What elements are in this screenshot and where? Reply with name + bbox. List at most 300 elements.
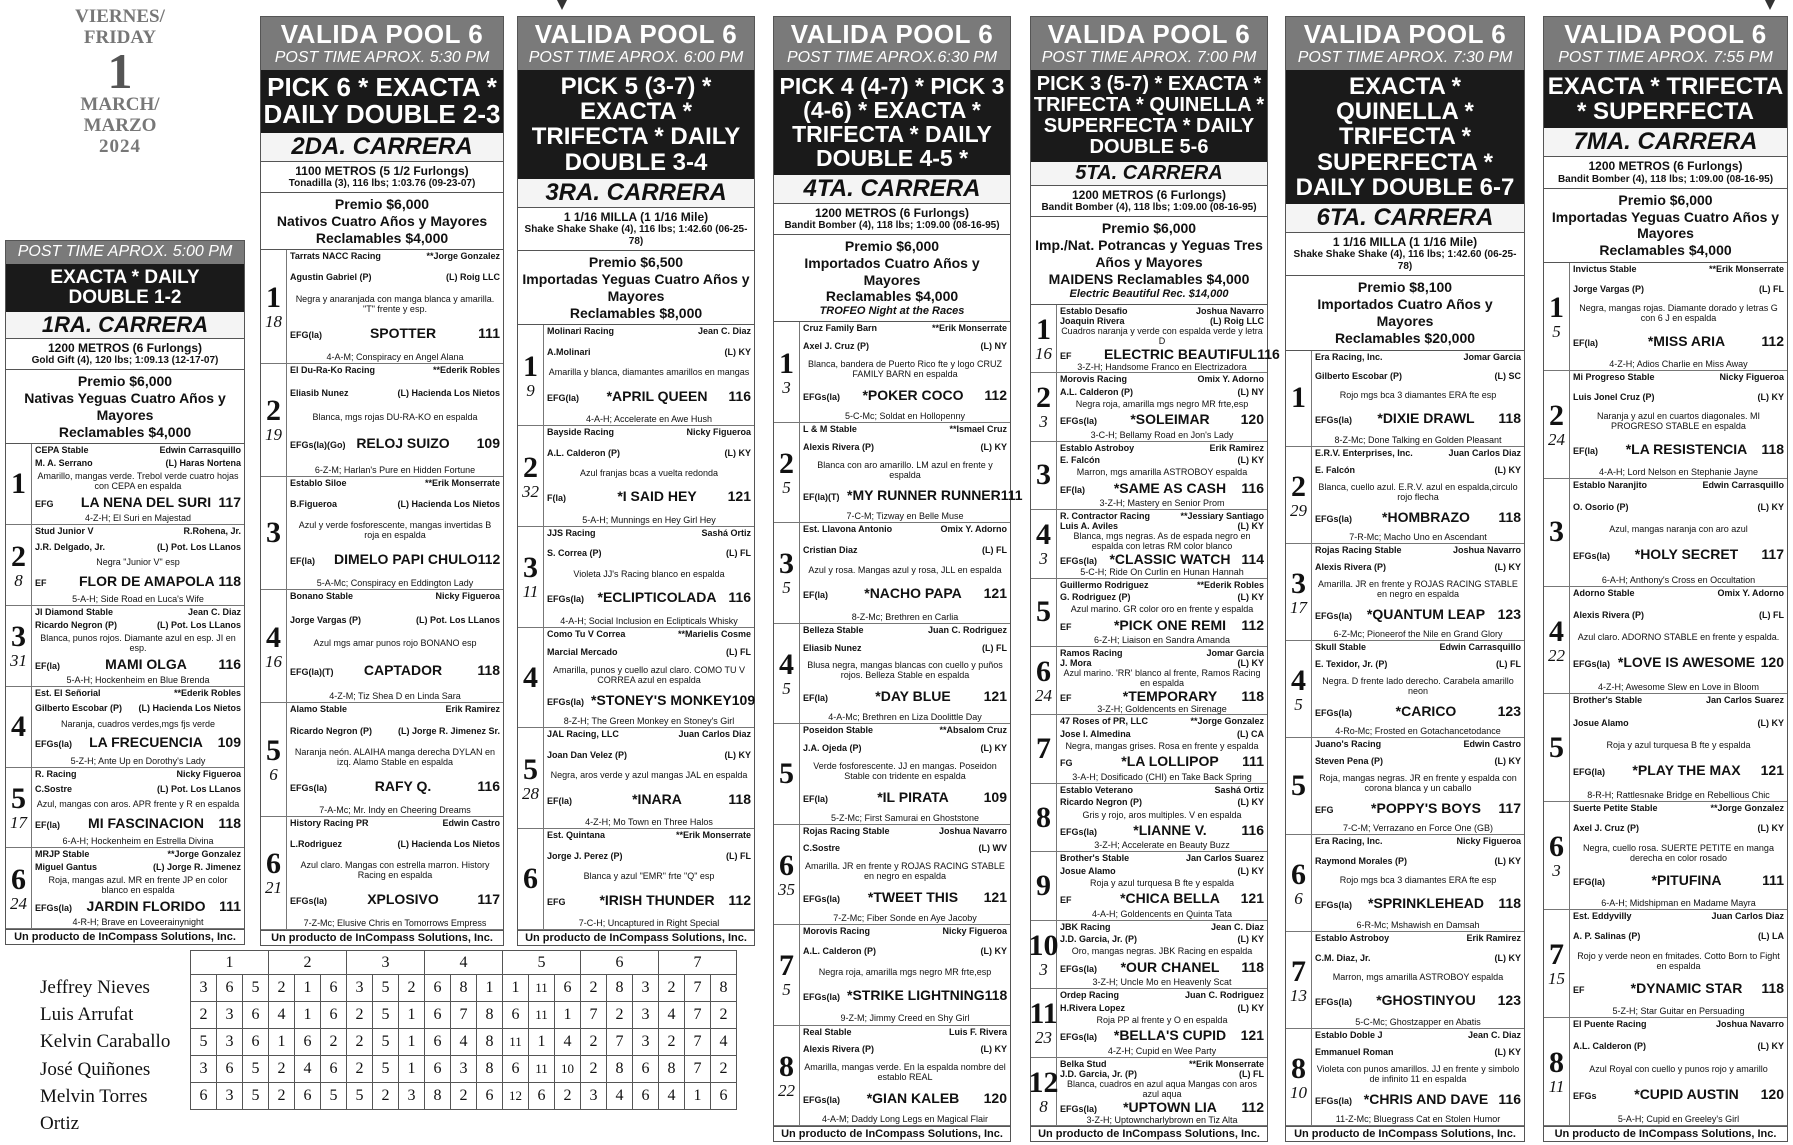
consensus-pick: 6 (425, 1002, 451, 1029)
entry-body (544, 829, 754, 929)
owner-row (290, 251, 500, 261)
breeder: (L) KY (1237, 455, 1264, 465)
consensus-pick: 5 (243, 1083, 269, 1110)
weight: 117 (1761, 546, 1784, 563)
entry-row[interactable] (6, 606, 244, 687)
program-number-box (261, 590, 287, 702)
entry-body (32, 848, 244, 928)
program-number: 8 (779, 1049, 794, 1083)
entry-body (1312, 447, 1524, 543)
horse-row (1315, 1091, 1521, 1107)
consensus-pick: 5 (373, 1056, 399, 1083)
morning-line: 16 (265, 651, 282, 671)
claiming: Reclamables $20,000 (1334, 329, 1476, 346)
breeder: (L) KY (980, 1044, 1007, 1055)
breeder: (L) Roig LLC (446, 272, 500, 283)
breeder: (L) KY (1757, 823, 1784, 834)
horse-name: XPLOSIVO (367, 890, 439, 907)
consensus-pick: 2 (581, 1029, 607, 1056)
equipment: EFGs(la) (35, 739, 73, 750)
race-card-2 (260, 16, 504, 946)
pool-title: VALIDA POOL 6 (790, 19, 994, 49)
equipment: EF(la) (35, 819, 61, 830)
consensus-pick: 6 (477, 1083, 503, 1110)
trainer: **Ederik Robles (173, 687, 241, 698)
entry-body (544, 628, 754, 728)
horse-row (547, 589, 751, 605)
jockey-row (1315, 562, 1521, 572)
entry-row[interactable] (6, 525, 244, 606)
horse-row (803, 1090, 1007, 1106)
horse-name: *SPRINKLEHEAD (1368, 894, 1484, 911)
program-number: 6 (1291, 857, 1306, 891)
consensus-pick: 1 (477, 975, 503, 1002)
entry-row[interactable] (1286, 351, 1524, 448)
weight: 109 (217, 734, 241, 751)
jockey-row (803, 946, 1007, 956)
wager-types: PICK 3 (5-7) * EXACTA * TRIFECTA * QUINELLA * SUPERFECTA * DAILY DOUBLE 5-6 (1031, 70, 1267, 162)
entry-row[interactable] (774, 925, 1010, 1025)
entry-row[interactable] (261, 703, 503, 816)
distance: 1 1/16 MILLA (1 1/16 Mile) (1332, 234, 1478, 249)
trainer: Joshua Navarro (1715, 1019, 1784, 1030)
breeder: (L) FL (982, 544, 1007, 555)
horse-name: *IL PIRATA (877, 788, 949, 805)
entry-row[interactable] (774, 423, 1023, 523)
entry-row[interactable] (1031, 852, 1267, 920)
track-record: Bandit Bomber (4), 118 lbs; 1:09.00 (08-16-95) (1557, 173, 1774, 185)
entry-row[interactable] (1031, 647, 1267, 715)
entry-body (287, 590, 503, 702)
trainer: Edwin Carrasquillo (1702, 479, 1784, 490)
owner-row (547, 729, 751, 739)
horse-row (803, 387, 1007, 403)
purse: Premio $6,000 (334, 195, 430, 212)
entry-row[interactable] (261, 590, 503, 703)
consensus-pick: 6 (425, 1029, 451, 1056)
consensus-pick: 1 (399, 1029, 425, 1056)
consensus-pick: 3 (217, 1029, 243, 1056)
trainer: Nicky Figueroa (1719, 371, 1784, 382)
trainer: **Marielis Cosme (677, 628, 751, 639)
owner-row (547, 427, 751, 437)
pedigree: 5-A-H; Munnings en Hey Girl Hey (582, 514, 716, 525)
program-number-box (1031, 715, 1057, 782)
consensus-pick: 2 (581, 1056, 607, 1083)
pedigree: 4-Z-M; Tiz Shea D en Linda Sara (329, 691, 461, 702)
silks-description: Naranja, cuadros verdes,mgs fjs verde (60, 718, 216, 729)
pedigree: 3-A-H; Dosificado (CHI) en Take Back Spring (1072, 771, 1252, 782)
entry-row[interactable] (518, 728, 754, 829)
race-title: 1RA. CARRERA (6, 312, 244, 339)
owner: Rojas Racing Stable (1315, 545, 1402, 556)
consensus-pick: 5 (373, 975, 399, 1002)
pedigree: 6-R-Mc; Mshawish en Damsah (1356, 920, 1480, 931)
consensus-pick: 8 (711, 975, 737, 1002)
handicapper-name: Luis Arrufat (40, 1004, 134, 1026)
entry-row[interactable] (6, 848, 244, 929)
silks-description: Blanca y azul "EMR" frte "Q" esp (583, 871, 715, 882)
owner-row (290, 365, 500, 375)
entry-body (800, 724, 1010, 823)
program-number-box (1544, 694, 1570, 801)
morning-line: 9 (526, 380, 535, 400)
entry-row[interactable] (1286, 835, 1524, 932)
pool-title: VALIDA POOL 6 (1564, 19, 1767, 49)
race-title: 2DA. CARRERA (261, 133, 503, 162)
entry-row[interactable] (1544, 910, 1787, 1018)
race-header (261, 17, 503, 70)
program-number-box (1286, 641, 1312, 737)
entry-body (1057, 1058, 1267, 1125)
owner: Stud Junior V (35, 526, 94, 537)
horse-row (803, 688, 1007, 704)
horse-name: *MISS ARIA (1647, 333, 1726, 350)
entry-row[interactable] (1031, 784, 1267, 852)
weight: 120 (1240, 411, 1264, 428)
horse-name: *IRISH THUNDER (599, 891, 715, 908)
entry-row[interactable] (1031, 989, 1267, 1057)
entry-row[interactable] (1031, 442, 1267, 510)
entry-row[interactable] (1286, 544, 1524, 641)
owner: Molinari Racing (547, 326, 615, 337)
morning-line: 22 (778, 1080, 795, 1100)
horse-name: *CHICA BELLA (1120, 890, 1220, 907)
entry-row[interactable] (261, 817, 503, 930)
entry-row[interactable] (1286, 1029, 1524, 1126)
weight: 120 (983, 1090, 1007, 1107)
conditions: Importadas Yeguas Cuatro Años y Mayores (522, 270, 750, 304)
owner-row (290, 478, 500, 488)
purse: Premio $6,000 (1101, 220, 1197, 237)
program-number: 5 (523, 752, 538, 786)
owner: Establo Naranjito (1573, 479, 1648, 490)
trainer: **Erik Monserrate (424, 477, 500, 488)
owner-row (803, 424, 1007, 434)
entry-row[interactable] (1544, 479, 1787, 587)
claiming: Reclamables $4,000 (315, 229, 449, 246)
pedigree: 6-A-H; Hockenheim en Estrella Divina (62, 836, 214, 847)
owner: Establo Astroboy (1315, 933, 1390, 944)
post-time: POST TIME APROX. 7:30 PM (1297, 49, 1513, 66)
consensus-pick: 2 (269, 975, 295, 1002)
program-number-box (1031, 579, 1057, 646)
breeder: (L) WV (978, 843, 1007, 854)
entry-row[interactable] (1028, 921, 1267, 989)
entry-row[interactable] (518, 628, 754, 729)
entry-row[interactable] (261, 250, 503, 363)
entry-row[interactable] (6, 768, 244, 849)
weight: 118 (1761, 980, 1784, 997)
breeder: (L) Roig LLC (1210, 315, 1264, 326)
jockey-row (1573, 823, 1784, 833)
owner-row (1315, 1030, 1521, 1040)
program-number-box (261, 703, 287, 815)
morning-line: 22 (1548, 645, 1565, 665)
entry-row[interactable] (1544, 371, 1787, 479)
program-number-box (1028, 921, 1059, 988)
equipment: EFGs(la) (803, 391, 841, 402)
trainer: **Erik Monserrate (1188, 1058, 1264, 1069)
weight: 118 (1761, 440, 1784, 457)
program-number-box (1286, 447, 1312, 543)
program-number: 10 (1028, 928, 1059, 962)
entry-row[interactable] (774, 825, 1010, 925)
equipment: EF (1060, 895, 1072, 906)
jockey: Ricardo Negron (P) (35, 619, 118, 630)
silks-description: Amarilla, punos y cuello azul claro. COMO TU V CORREA azul en espalda (553, 664, 745, 685)
entry-body (287, 817, 503, 929)
horse-row (803, 585, 1007, 601)
consensus-pick: 6 (217, 1056, 243, 1083)
distance-info (6, 339, 244, 370)
post-time: POST TIME APROX. 7:00 PM (1041, 49, 1257, 66)
breeder: (L) Hacienda Los Nietos (397, 388, 500, 399)
weight: 117 (1498, 800, 1521, 817)
entry-row[interactable] (1544, 802, 1787, 910)
pedigree: 5-A-Mc; Conspiracy en Eddington Lady (316, 578, 474, 589)
post-time: POST TIME APROX.6:30 PM (786, 49, 998, 66)
weight: 121 (1240, 1027, 1264, 1044)
jockey-row (1573, 284, 1784, 294)
jockey: Jorge J. Perez (P) (547, 850, 623, 861)
entry-row[interactable] (1028, 1058, 1267, 1126)
entry-row[interactable] (1286, 932, 1524, 1029)
program-number-box (261, 250, 287, 362)
distance-info (1544, 157, 1787, 188)
date-block (40, 6, 200, 158)
consensus-pick: 7 (685, 1002, 711, 1029)
jockey: Luis Jonel Cruz (P) (1573, 391, 1655, 402)
entry-body (800, 423, 1023, 522)
program-number: 6 (523, 862, 538, 896)
consensus-pick: 2 (347, 1002, 373, 1029)
entry-row[interactable] (1544, 587, 1787, 695)
entry-row[interactable] (261, 364, 503, 477)
trainer: Sashá Ortiz (701, 527, 751, 538)
trainer: Nicky Figueroa (942, 926, 1007, 937)
program-number-box (1544, 802, 1570, 909)
entry-row[interactable] (6, 444, 244, 525)
equipment: EFGs(la) (1573, 551, 1611, 562)
equipment: F(la) (547, 493, 566, 504)
morning-line: 3 (1039, 412, 1048, 432)
entry-row[interactable] (1031, 305, 1280, 373)
horse-name: RAFY Q. (374, 777, 432, 794)
entry-row[interactable] (261, 477, 503, 590)
entry-row[interactable] (774, 1026, 1010, 1126)
consensus-pick: 5 (243, 1056, 269, 1083)
silks-description: Rojo y verde neon en fmitades. Cotto Born to Fight en espalda (1577, 950, 1780, 971)
entry-row[interactable] (1031, 510, 1267, 578)
weight: 116 (1257, 345, 1280, 362)
equipment: EF (1060, 692, 1072, 703)
program-number: 4 (1549, 614, 1564, 648)
entry-row[interactable] (518, 527, 754, 628)
entry-row[interactable] (774, 624, 1010, 724)
program-number-box (6, 687, 32, 767)
consensus-pick: 1 (555, 1002, 581, 1029)
silks-description: Roja y azul turquesa B fte y espalda (1606, 739, 1751, 750)
entry-row[interactable] (1286, 738, 1524, 835)
purse: Premio $6,000 (1618, 191, 1713, 208)
horse-name: *HOMBRAZO (1382, 509, 1470, 526)
equipment: EFGs(la) (1315, 414, 1353, 425)
entry-row[interactable] (774, 724, 1010, 824)
purse-info (1031, 217, 1267, 304)
consensus-pick: 8 (607, 975, 633, 1002)
silks-description: Blanca, mgs negras. As de espada negro en espalda con letras RM color blanco (1073, 531, 1251, 552)
consensus-pick: 4 (659, 1083, 685, 1110)
silks-description: Amarilla. JR en frente y ROJAS RACING STABLE en negro en espalda (805, 861, 1005, 882)
entry-row[interactable] (1286, 447, 1524, 544)
horse-name: *PICK ONE REMI (1113, 616, 1226, 633)
consensus-pick: 1 (295, 975, 321, 1002)
owner-row (1060, 990, 1264, 1000)
pedigree: 5-Z-Mc; First Samurai en Ghoststone (830, 812, 980, 823)
entry-row[interactable] (6, 687, 244, 768)
jockey: Emmanuel Roman (1315, 1047, 1394, 1058)
jockey-row (35, 784, 241, 794)
jockey: Alexis Rivera (P) (803, 441, 875, 452)
jockey-row (1315, 659, 1521, 669)
weight: 111 (1762, 872, 1784, 889)
morning-line: 5 (782, 478, 791, 497)
post-time: POST TIME APROX. 5:00 PM (17, 243, 233, 260)
jockey-row (547, 448, 751, 458)
owner-row (1060, 716, 1264, 726)
consensus-pick: 6 (529, 1083, 555, 1110)
trainer: Jan Carlos Suarez (1705, 695, 1784, 706)
consensus-pick: 5 (347, 1083, 373, 1110)
silks-description: Roja PP al frente y O en espalda (1096, 1014, 1228, 1025)
morning-line: 11 (1548, 1077, 1565, 1097)
jockey-row (803, 843, 1007, 853)
weight: 116 (1241, 479, 1264, 496)
horse-name: MI FASCINACION (88, 814, 204, 831)
purse-info (1286, 276, 1524, 350)
equipment: EFG (1315, 805, 1334, 816)
breeder: (L) NY (980, 341, 1007, 352)
entry-row[interactable] (1286, 641, 1524, 738)
owner-row (1060, 580, 1264, 590)
equipment: EFGs(la) (35, 903, 73, 914)
entry-row[interactable] (1544, 1018, 1787, 1126)
owner-row (1315, 448, 1521, 458)
owner-row (1315, 836, 1521, 846)
jockey: Jose I. Almedina (1060, 728, 1131, 739)
consensus-pick: 5 (191, 1029, 217, 1056)
program-number-box (1544, 587, 1570, 694)
pedigree: 3-Z-H; Goldencents en Sirenage (1097, 703, 1227, 714)
entry-row[interactable] (1544, 694, 1787, 802)
silks-description: Negra y anaranjada con manga blanca y amarilla. "T" frente y esp. (295, 293, 495, 314)
entry-row[interactable] (1031, 579, 1267, 647)
consensus-pick: 3 (633, 975, 659, 1002)
trainer: Edwin Castro (1463, 739, 1521, 750)
breeder: (L) KY (1494, 465, 1521, 476)
program-number: 1 (523, 349, 538, 383)
owner: Cruz Family Barn (803, 323, 878, 334)
entry-row[interactable] (774, 523, 1010, 623)
program-number: 6 (1549, 830, 1564, 864)
owner: JAL Racing, LLC (547, 729, 619, 740)
entry-row[interactable] (1031, 373, 1267, 441)
horse-row (35, 734, 241, 750)
entry-body (544, 728, 754, 828)
program-number: 5 (1291, 769, 1306, 803)
horse-row (290, 891, 500, 907)
morning-line: 35 (778, 879, 795, 899)
handicapper-name: Kelvin Caraballo (40, 1031, 171, 1053)
owner-row (1573, 911, 1784, 921)
owner: Est. Eddyvilly (1573, 911, 1632, 922)
pedigree: 8-Z-Mc; Done Talking en Golden Pleasant (1334, 435, 1502, 446)
entry-row[interactable] (518, 426, 754, 527)
breeder: (L) KY (1237, 591, 1264, 602)
consensus-pick: 2 (269, 1083, 295, 1110)
consensus-pick: 3 (399, 1083, 425, 1110)
weight: 109 (983, 788, 1007, 805)
jockey: Axel J. Cruz (P) (1573, 823, 1640, 834)
consensus-pick: 2 (659, 975, 685, 1002)
consensus-pick: 11 (503, 1029, 529, 1056)
horse-row (1315, 703, 1521, 719)
weight: 118 (984, 987, 1008, 1004)
weight: 118 (218, 572, 241, 589)
morning-line: 17 (1290, 597, 1307, 617)
consensus-pick: 6 (425, 1056, 451, 1083)
jockey-row (1060, 866, 1264, 876)
consensus-pick: 6 (711, 1083, 737, 1110)
owner: Alamo Stable (290, 704, 348, 715)
distance-info (518, 208, 754, 251)
program-number: 2 (1549, 398, 1564, 432)
consensus-pick: 3 (633, 1002, 659, 1029)
silks-description: Azul, mangas naranja con aro azul (1609, 524, 1748, 535)
jockey: L.Rodriguez (290, 838, 342, 849)
morning-line: 3 (782, 377, 791, 397)
horse-name: *CLASSIC WATCH (1109, 551, 1231, 568)
wager-types: PICK 5 (3-7) * EXACTA * TRIFECTA * DAILY DOUBLE 3-4 (518, 70, 754, 179)
trainer: Jean C. Diaz (1467, 1030, 1521, 1041)
horse-name: *QUANTUM LEAP (1366, 606, 1486, 623)
entry-row[interactable] (518, 325, 754, 426)
program-number-box (774, 925, 800, 1024)
consensus-pick: 6 (321, 1056, 347, 1083)
entry-row[interactable] (774, 322, 1010, 422)
trainer: Jean C. Diaz (1210, 921, 1264, 932)
entry-body (1570, 802, 1787, 909)
trainer: **Ederik Robles (1196, 579, 1264, 590)
consensus-pick: 11 (529, 975, 555, 1002)
program-number: 5 (1549, 730, 1564, 764)
owner: Ramos Racing (1060, 647, 1123, 658)
jockey: Alexis Rivera (P) (1573, 609, 1645, 620)
jockey: O. Osorio (P) (1573, 501, 1629, 512)
entry-row[interactable] (1544, 263, 1787, 371)
owner-row (803, 524, 1007, 534)
equipment: EFGs(la) (290, 895, 328, 906)
owner-row (290, 591, 500, 601)
entry-row[interactable] (518, 829, 754, 930)
trainer: Erik Ramirez (1209, 442, 1264, 453)
pedigree: 6-A-H; Anthony's Cross en Occultation (1601, 574, 1756, 585)
horse-name: FLOR DE AMAPOLA (79, 572, 215, 589)
entry-row[interactable] (1031, 715, 1267, 783)
program-number-box (774, 724, 800, 823)
consensus-pick: 4 (555, 1029, 581, 1056)
